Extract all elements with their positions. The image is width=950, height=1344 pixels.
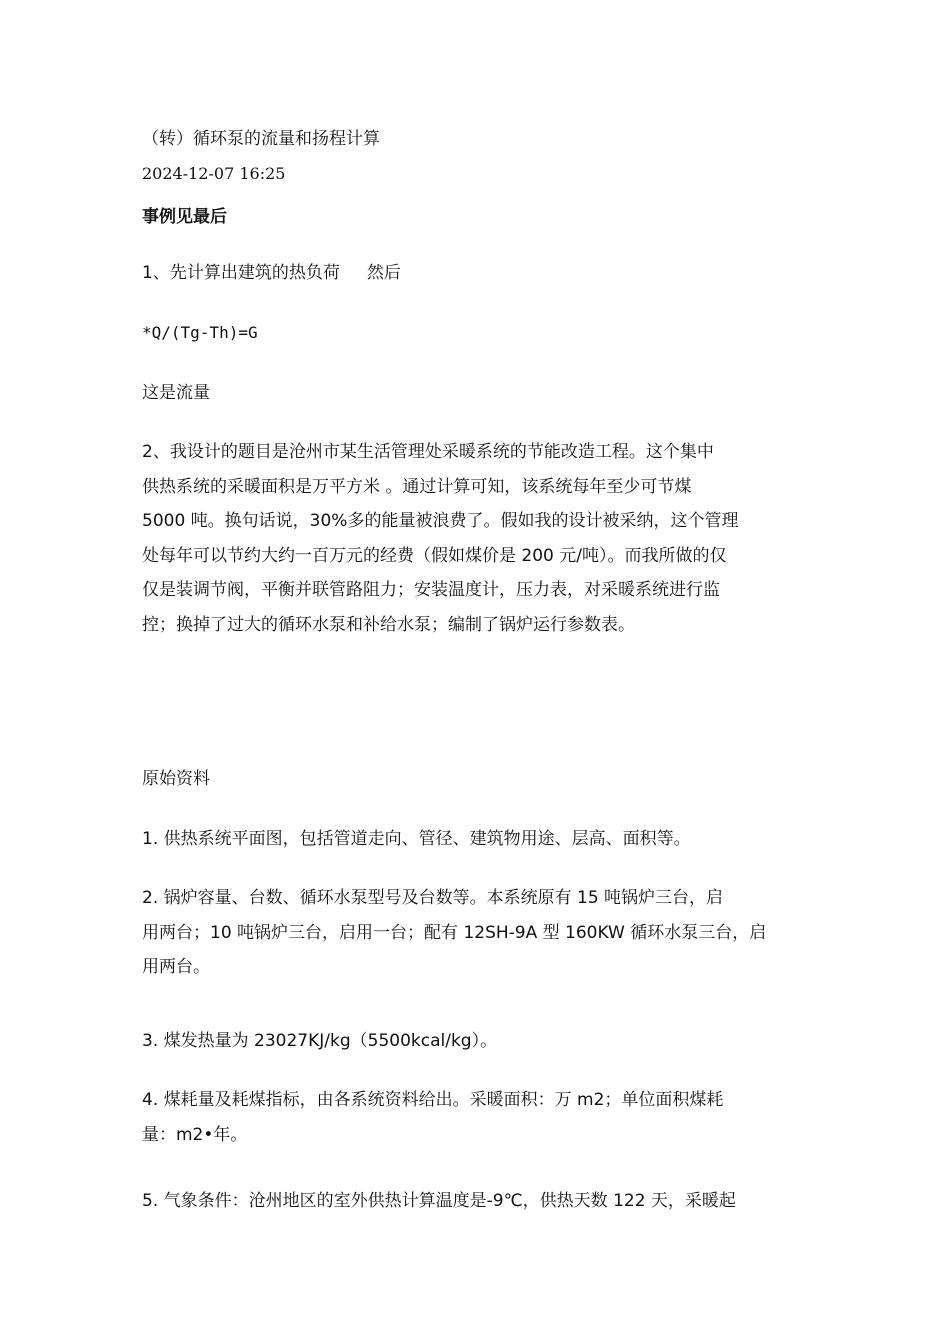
list-item-4 [142, 1083, 807, 1152]
paragraph-2-line: 2、我设计的题目是沧州市某生活管理处采暖系统的节能改造工程。这个集中 [142, 442, 714, 462]
list-item-4-line: 量：m2•年。 [142, 1124, 248, 1145]
flow-note: 这是流量 [142, 383, 210, 403]
document-title: （转）循环泵的流量和扬程计算 [142, 129, 380, 149]
list-item-3: 3. 煤发热量为 23027KJ/kg（5500kcal/kg）。 [142, 1031, 498, 1051]
paragraph-2 [142, 435, 807, 642]
paragraph-2-line: 5000 吨。换句话说，30%多的能量被浪费了。假如我的设计被采纳，这个管理 [142, 511, 739, 531]
paragraph-2-line: 处每年可以节约大约一百万元的经费（假如煤价是 200 元/吨）。而我所做的仅 [142, 545, 727, 566]
list-item-4-line: 4. 煤耗量及耗煤指标，由各系统资料给出。采暖面积：万 m2；单位面积煤耗 [142, 1090, 724, 1110]
step-1-line: 1、先计算出建筑的热负荷 然后 [142, 263, 401, 283]
publish-datetime: 2024-12-07 16:25 [142, 164, 286, 183]
list-item-2-line: 用两台。 [142, 957, 210, 977]
list-item-5: 5. 气象条件：沧州地区的室外供热计算温度是-9℃，供热天数 122 天，采暖起 [142, 1191, 736, 1211]
section-heading: 原始资料 [142, 769, 210, 789]
flow-formula: *Q/(Tg-Th)=G [142, 323, 258, 342]
paragraph-2-line: 供热系统的采暖面积是万平方米 。通过计算可知，该系统每年至少可节煤 [142, 476, 692, 497]
paragraph-2-line: 仅是装调节阀，平衡并联管路阻力；安装温度计，压力表，对采暖系统进行监 [142, 580, 720, 600]
lead-note: 事例见最后 [142, 207, 227, 227]
list-item-2-line: 用两台；10 吨锅炉三台，启用一台；配有 12SH-9A 型 160KW 循环水泵三台，启 [142, 922, 767, 943]
step-1-text [142, 256, 807, 291]
list-item-2 [142, 881, 807, 985]
paragraph-2-line: 控；换掉了过大的循环水泵和补给水泵；编制了锅炉运行参数表。 [142, 614, 635, 635]
list-item-2-line: 2. 锅炉容量、台数、循环水泵型号及台数等。本系统原有 15 吨锅炉三台，启 [142, 888, 724, 908]
list-item-1: 1. 供热系统平面图，包括管道走向、管径、建筑物用途、层高、面积等。 [142, 829, 691, 849]
